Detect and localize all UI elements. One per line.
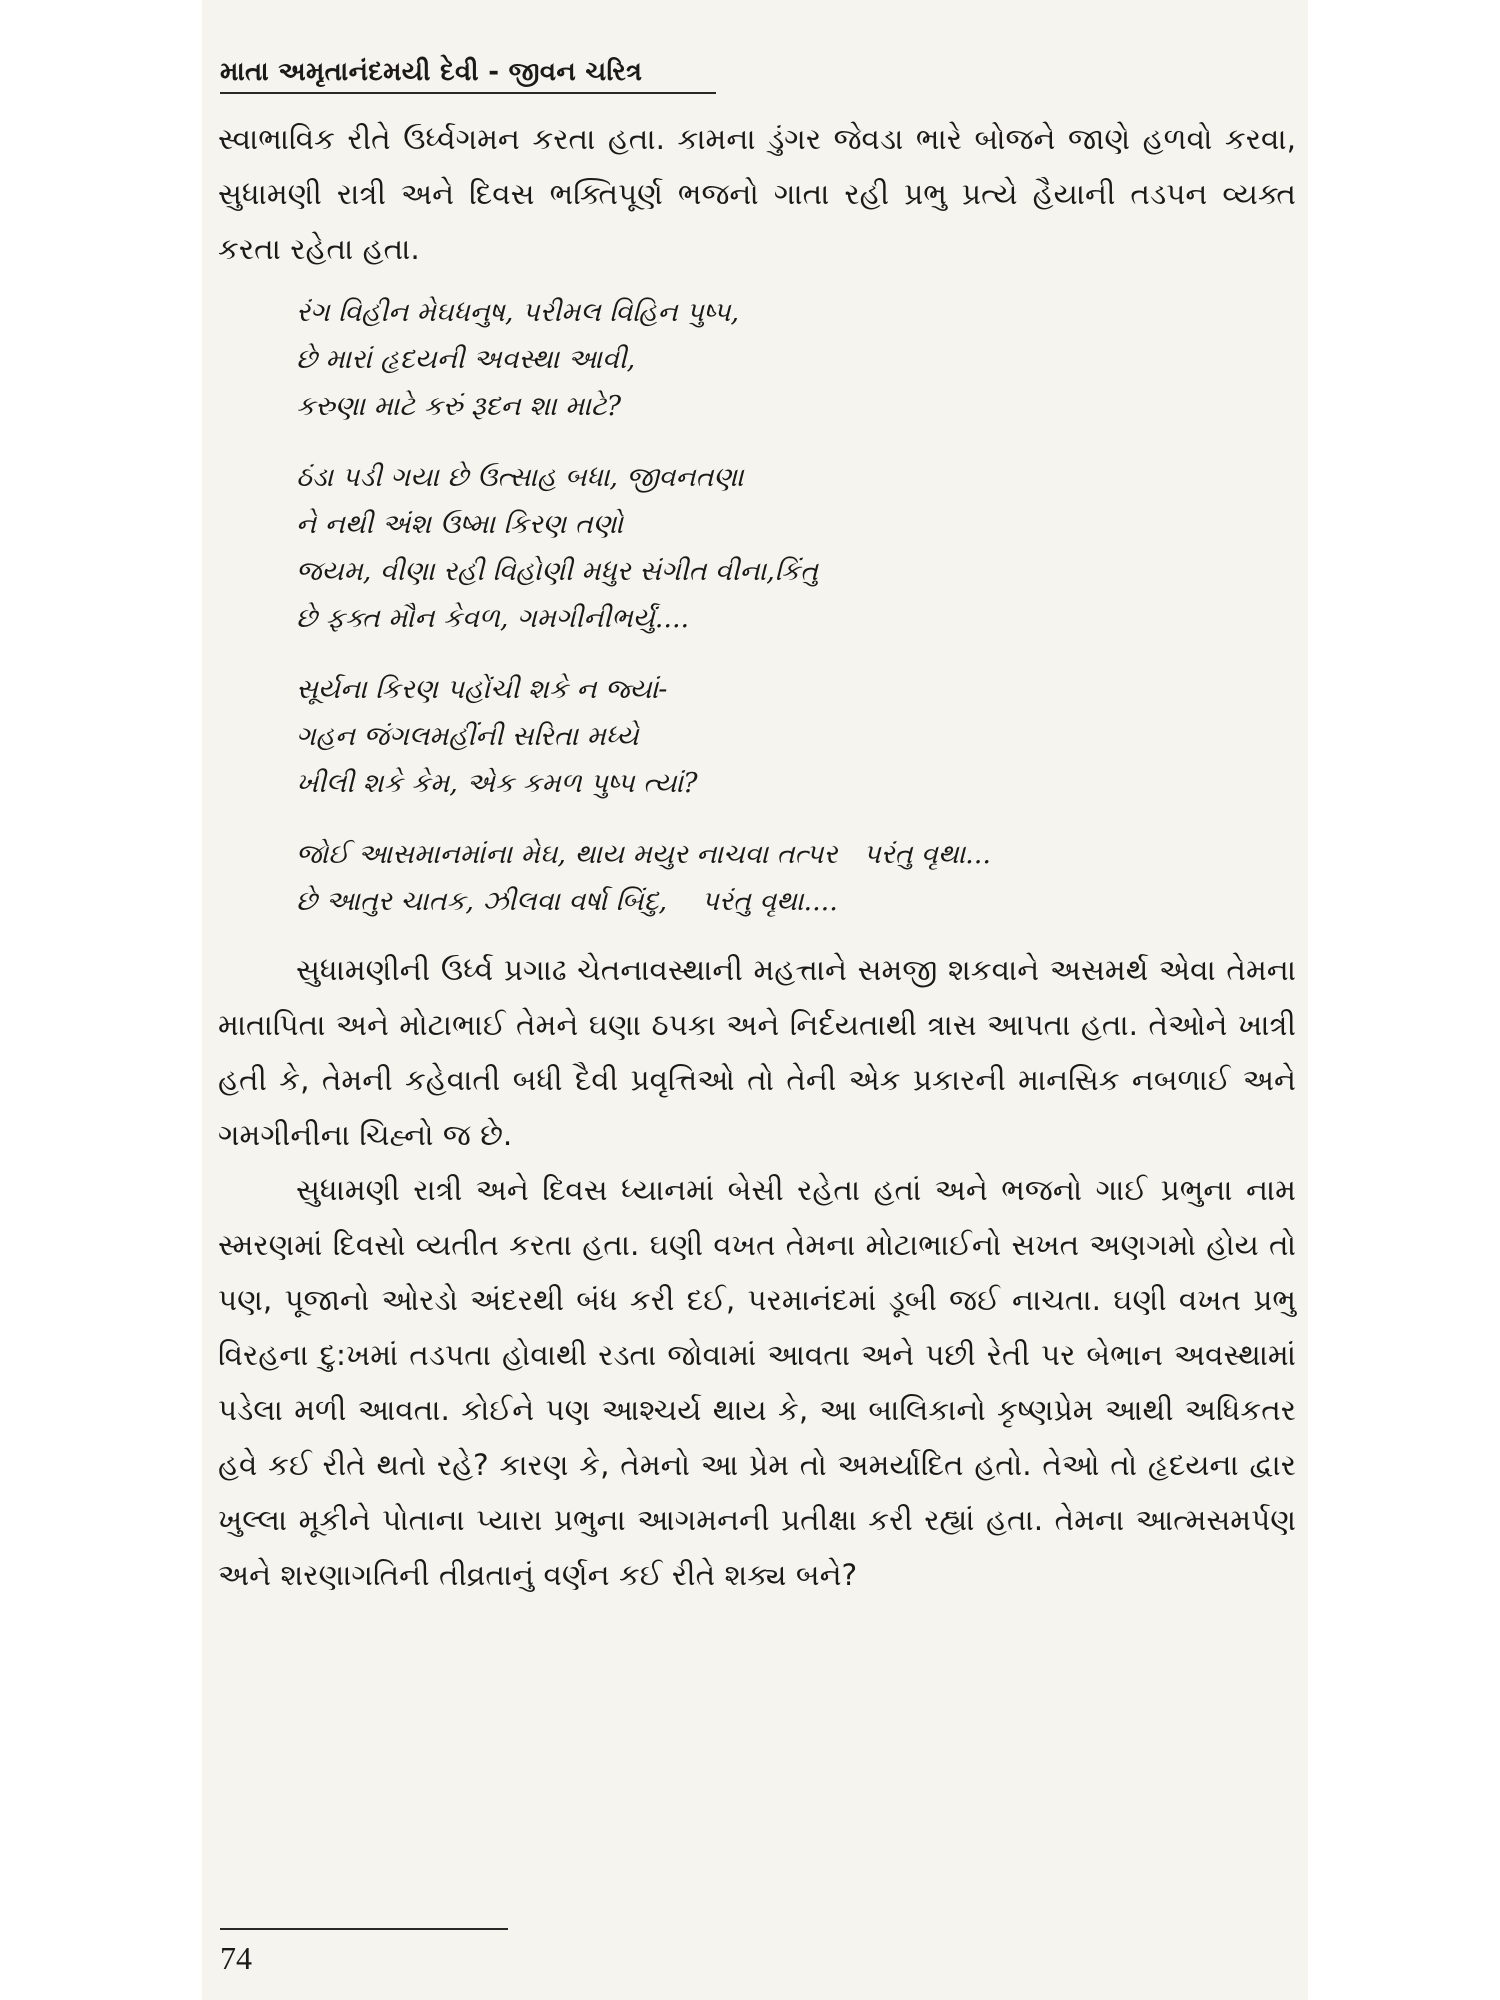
poem-line: રંગ વિહીન મેઘધનુષ, પરીમલ વિહિન પુષ્પ, [296, 297, 740, 328]
book-page [202, 0, 1308, 2000]
poem-line: છે ફક્ત મૌન કેવળ, ગમગીનીભર્યું.... [296, 603, 690, 634]
poem-line: ગહન જંગલમહીંની સરિતા મધ્યે [296, 721, 639, 752]
paragraph-parents: સુધામણીની ઉર્ધ્વ પ્રગાઢ ચેતનાવસ્થાની મહત્તાને સમજી શકવાને અસમર્થ એવા તેમના માતાપિતા અને મોટાભાઈ તેમને ઘણા ઠપકા અને નિર્દયતાથી ત્રાસ આપતા હતા. તેઓને ખાત્રી હતી કે, તેમની કહેવાતી બધી દૈવી પ્રવૃત્તિઓ તો તેની એક પ્રકારની માનસિક નબળાઈ અને ગમગીનીના ચિહ્નો જ છે. [218, 953, 1296, 1152]
poem [296, 289, 1296, 925]
poem-stanza [296, 289, 1296, 430]
poem-line: જોઈ આસમાનમાંના મેઘ, થાય મયુર નાચવા તત્પર પરંતુ વૃથા... [296, 839, 991, 870]
poem-line: ને નથી અંશ ઉષ્મા કિરણ તણો [296, 509, 624, 540]
poem-line: છે મારાં હૃદયની અવસ્થા આવી, [296, 344, 636, 375]
poem-line: સૂર્યના કિરણ પહોંચી શકે ન જ્યાં- [296, 674, 668, 705]
running-header [220, 48, 716, 94]
poem-stanza [296, 831, 1296, 925]
poem-line: ઠંડા પડી ગયા છે ઉત્સાહ બધા, જીવનતણા [296, 462, 744, 493]
poem-line: કરુણા માટે કરું રૂદન શા માટે? [296, 391, 622, 422]
footer-divider [220, 1928, 508, 1930]
poem-line: છે આતુર ચાતક, ઝીલવા વર્ષા બિંદુ, પરંતુ વૃથા.... [296, 886, 838, 917]
page-body [218, 112, 1296, 1603]
poem-line: જયમ, વીણા રહી વિહોણી મધુર સંગીત વીના,કિંતુ [296, 556, 818, 587]
poem-line: ખીલી શકે કેમ, એક કમળ પુષ્પ ત્યાં? [296, 768, 698, 799]
paragraph-devotion: સુધામણી રાત્રી અને દિવસ ધ્યાનમાં બેસી રહેતા હતાં અને ભજનો ગાઈ પ્રભુના નામ સ્મરણમાં દિવસો વ્યતીત કરતા હતા. ઘણી વખત તેમના મોટાભાઈનો સખત અણગમો હોય તો પણ, પૂજાનો ઓરડો અંદરથી બંધ કરી દઈ, પરમાનંદમાં ડૂબી જઈ નાચતા. ઘણી વખત પ્રભુ વિરહના દુ:ખમાં તડપતા હોવાથી રડતા જોવામાં આવતા અને પછી રેતી પર બેભાન અવસ્થામાં પડેલા મળી આવતા. કોઈને પણ આશ્ચર્ય થાય કે, આ બાલિકાનો કૃષ્ણપ્રેમ આથી અધિકતર હવે કઈ રીતે થતો રહે? કારણ કે, તેમનો આ પ્રેમ તો અમર્યાદિત હતો. તેઓ તો હૃદયના દ્વાર ખુલ્લા મૂકીને પોતાના પ્યારા પ્રભુના આગમનની પ્રતીક્ષા કરી રહ્યાં હતા. તેમના આત્મસમર્પણ અને શરણાગતિની તીવ્રતાનું વર્ણન કઈ રીતે શક્ય બને? [218, 1173, 1296, 1592]
page-number: 74 [220, 1940, 252, 1976]
poem-stanza [296, 454, 1296, 642]
book-title: માતા અમૃતાનંદમયી દેવી - જીવન ચરિત્ર [220, 57, 643, 87]
paragraph-intro: સ્વાભાવિક રીતે ઉર્ધ્વગમન કરતા હતા. કામના ડુંગર જેવડા ભારે બોજને જાણે હળવો કરવા, સુધામણી રાત્રી અને દિવસ ભક્તિપૂર્ણ ભજનો ગાતા રહી પ્રભુ પ્રત્યે હૈયાની તડપન વ્યક્ત કરતા રહેતા હતા. [218, 122, 1296, 266]
poem-stanza [296, 666, 1296, 807]
